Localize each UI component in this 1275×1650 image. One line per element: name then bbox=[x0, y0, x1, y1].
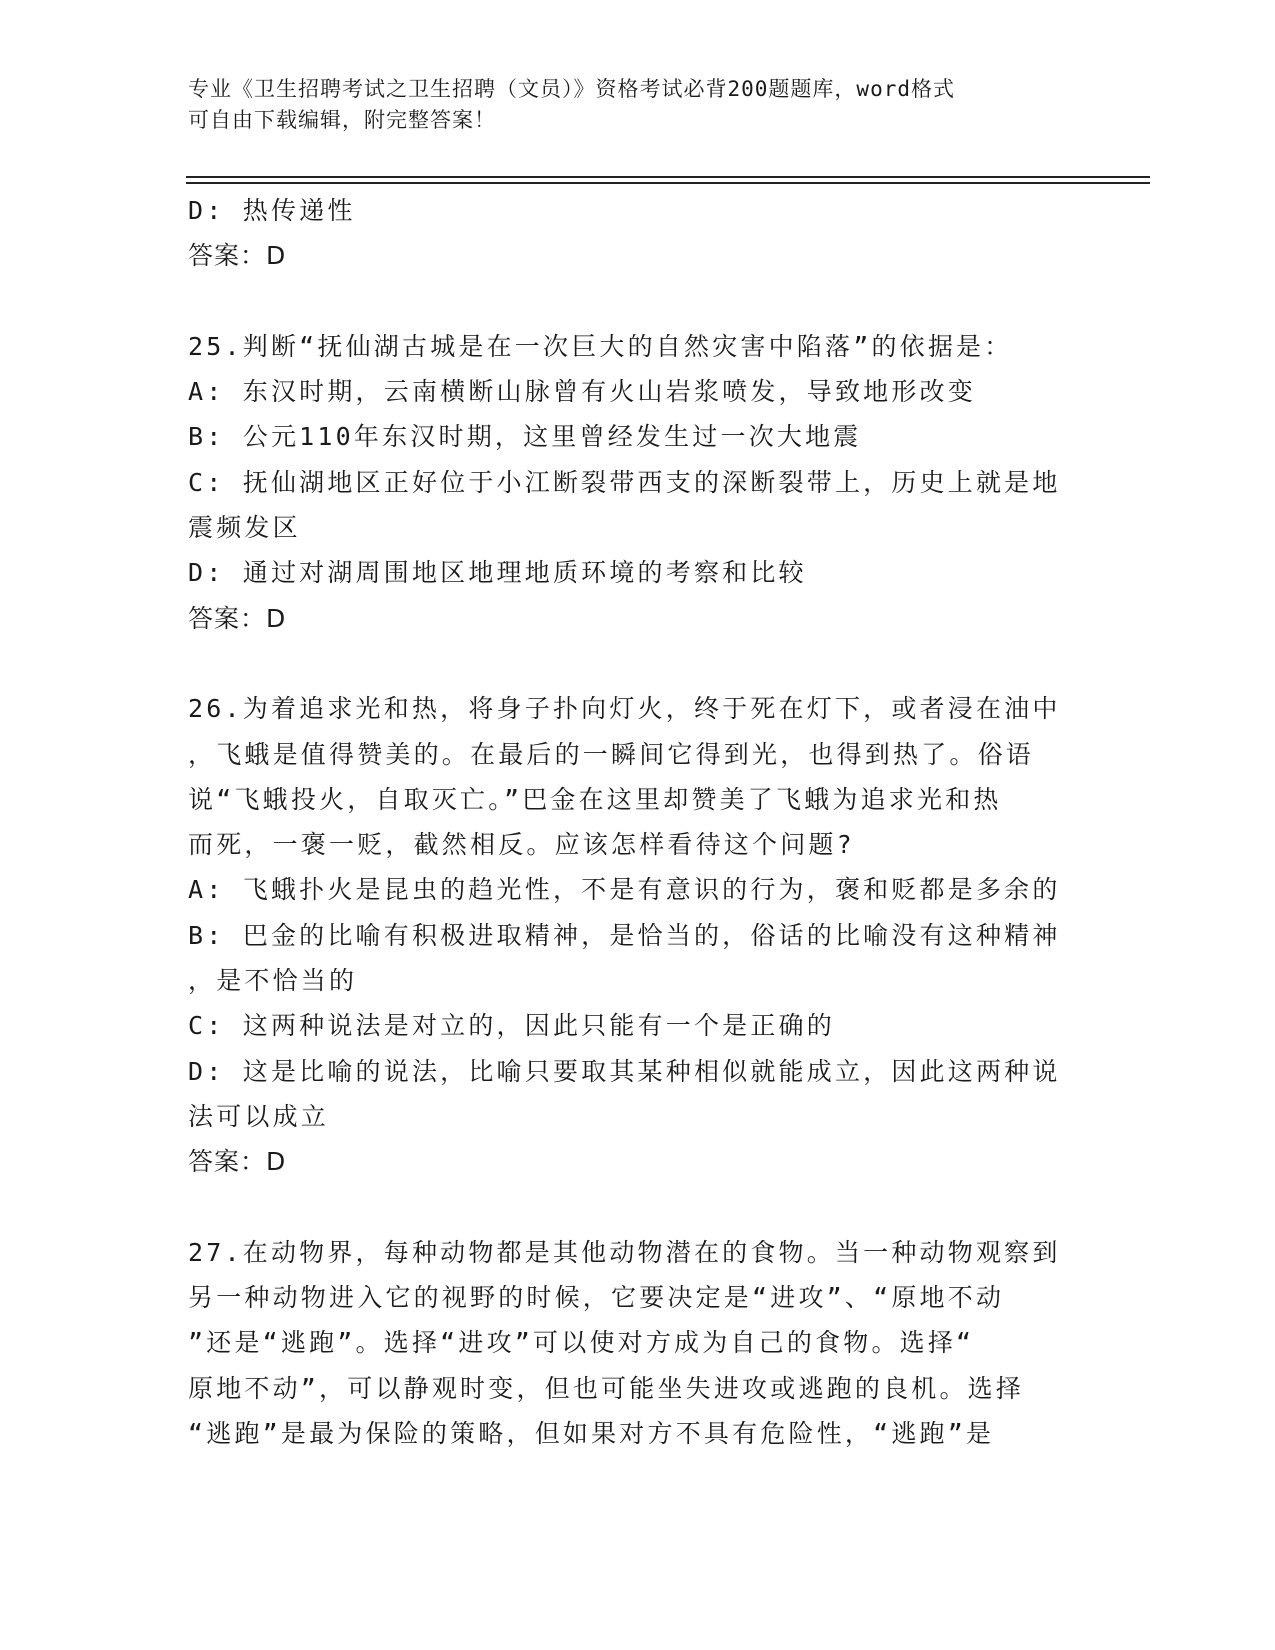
option-d: D: 通过对湖周围地区地理地质环境的考察和比较 bbox=[188, 558, 807, 588]
option-d-cont: 法可以成立 bbox=[188, 1101, 330, 1131]
answer: 答案：D bbox=[188, 241, 287, 271]
question-stem: 26.为着追求光和热，将身子扑向灯火，终于死在灯下，或者浸在油中 bbox=[188, 694, 1061, 724]
question-stem: 27.在动物界，每种动物都是其他动物潜在的食物。当一种动物观察到 bbox=[188, 1237, 1061, 1267]
spacer bbox=[188, 641, 1088, 686]
option-d: D: 这是比喻的说法，比喻只要取其某种相似就能成立，因此这两种说 bbox=[188, 1056, 1061, 1086]
option-b: B: 公元110年东汉时期，这里曾经发生过一次大地震 bbox=[188, 422, 862, 452]
header-line-1: 专业《卫生招聘考试之卫生招聘（文员）》资格考试必背200题题库，word格式 bbox=[188, 77, 955, 101]
question-stem-cont: ”还是“逃跑”。选择“进攻”可以使对方成为自己的食物。选择“ bbox=[188, 1328, 975, 1358]
option-b: B: 巴金的比喻有积极进取精神，是恰当的，俗话的比喻没有这种精神 bbox=[188, 920, 1061, 950]
header-line-2: 可自由下载编辑，附完整答案！ bbox=[188, 108, 496, 132]
option-c-cont: 震频发区 bbox=[188, 513, 301, 543]
question-stem-cont: 另一种动物进入它的视野的时候，它要决定是“进攻”、“原地不动 bbox=[188, 1283, 1005, 1313]
option-c: C: 这两种说法是对立的，因此只能有一个是正确的 bbox=[188, 1011, 835, 1041]
question-stem-cont: “逃跑”是最为保险的策略，但如果对方不具有危险性，“逃跑”是 bbox=[188, 1419, 995, 1449]
question-26 bbox=[188, 686, 1088, 1184]
previous-question-tail bbox=[188, 188, 1088, 279]
question-stem-cont: 说“飞蛾投火，自取灭亡。”巴金在这里却赞美了飞蛾为追求光和热 bbox=[188, 784, 1002, 814]
option-d: D: 热传递性 bbox=[188, 196, 356, 225]
document-header bbox=[188, 74, 1068, 136]
document-body bbox=[188, 188, 1088, 1456]
question-27 bbox=[188, 1230, 1088, 1456]
spacer bbox=[188, 279, 1088, 324]
question-stem: 25.判断“抚仙湖古城是在一次巨大的自然灾害中陷落”的依据是： bbox=[188, 331, 1013, 361]
question-25 bbox=[188, 324, 1088, 641]
option-a: A: 东汉时期，云南横断山脉曾有火山岩浆喷发，导致地形改变 bbox=[188, 377, 976, 407]
header-rule-bottom bbox=[186, 182, 1150, 184]
option-c: C: 抚仙湖地区正好位于小江断裂带西支的深断裂带上，历史上就是地 bbox=[188, 467, 1061, 497]
header-rule-top bbox=[186, 176, 1150, 178]
spacer bbox=[188, 1185, 1088, 1230]
option-a: A: 飞蛾扑火是昆虫的趋光性，不是有意识的行为，褒和贬都是多余的 bbox=[188, 875, 1061, 905]
answer: 答案：D bbox=[188, 1147, 287, 1177]
question-stem-cont: 原地不动”，可以静观时变，但也可能坐失进攻或逃跑的良机。选择 bbox=[188, 1373, 1025, 1403]
option-b-cont: ，是不恰当的 bbox=[188, 966, 358, 996]
question-stem-cont: ，飞蛾是值得赞美的。在最后的一瞬间它得到光，也得到热了。俗语 bbox=[188, 739, 1035, 769]
question-stem-cont: 而死，一褒一贬，截然相反。应该怎样看待这个问题? bbox=[188, 830, 855, 860]
answer: 答案：D bbox=[188, 603, 287, 633]
